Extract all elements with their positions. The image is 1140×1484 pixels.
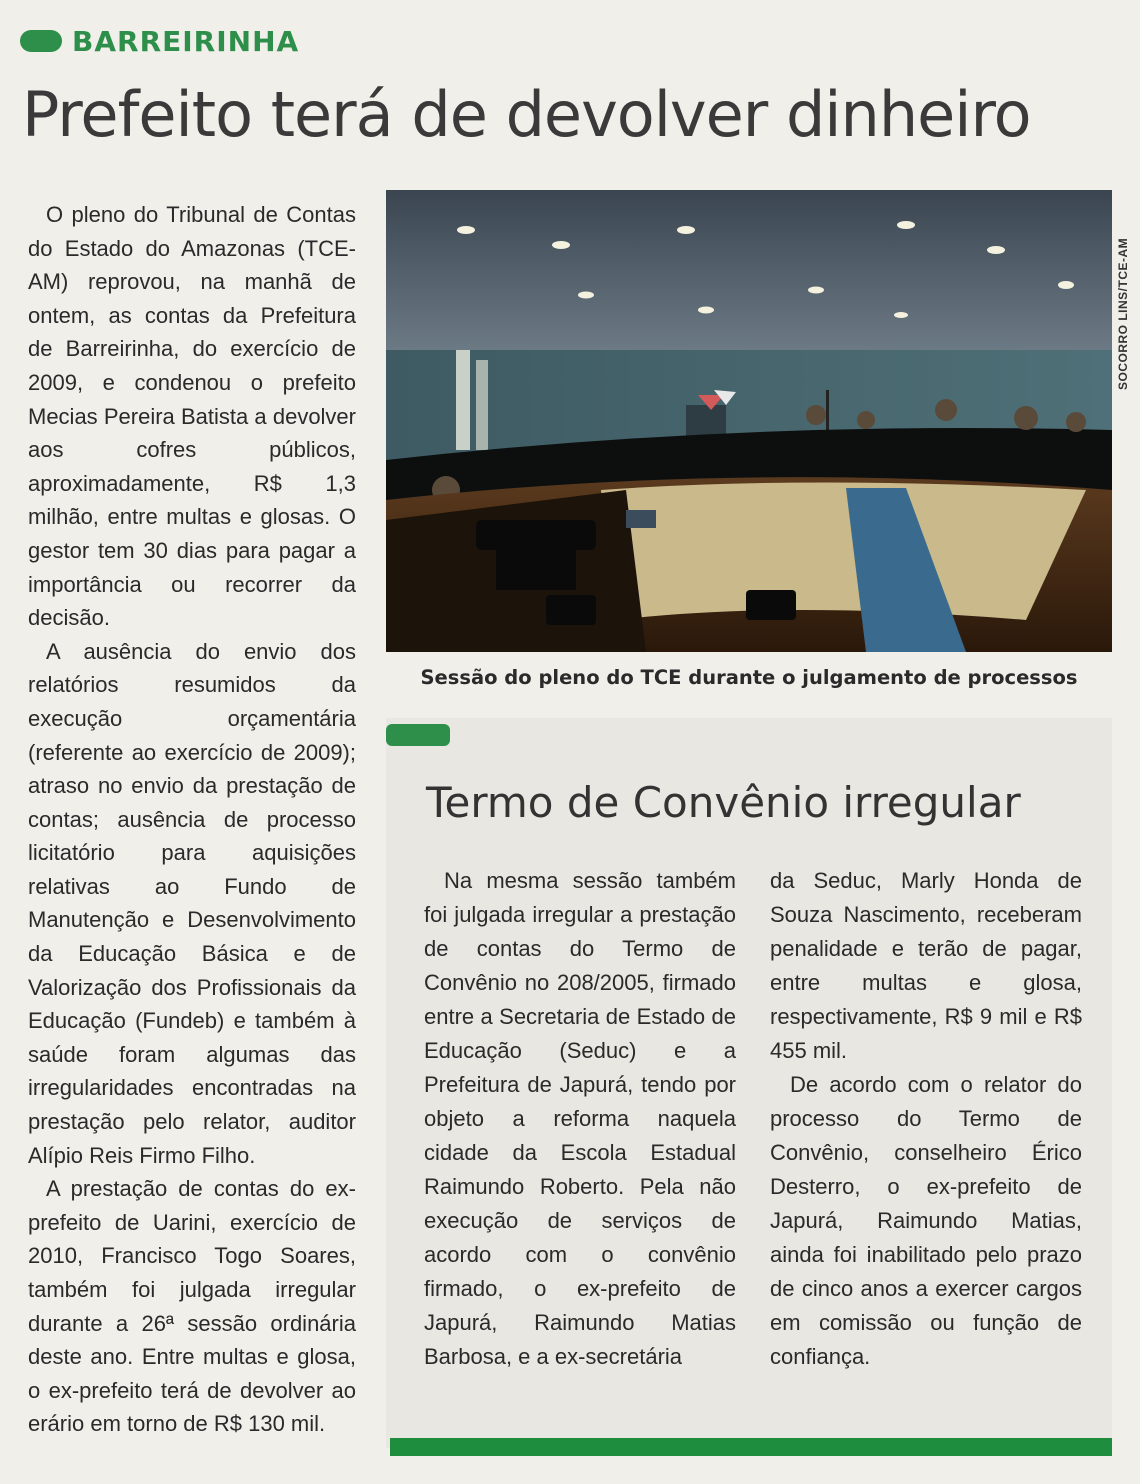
news-photo — [386, 190, 1112, 652]
sidebar-paragraph-2: De acordo com o relator do processo do Termo de Convênio, conselheiro Érico Desterro, o ex-prefeito de Japurá, Raimundo Matias, ainda foi inabilitado pelo prazo de cinco anos a exercer cargos em comissão ou função de confiança. — [770, 1072, 1082, 1369]
main-paragraph-2: A ausência do envio dos relatórios resumidos da execução orçamentária (referente ao exercício de 2009); atraso no envio da prestação de contas; ausência de processo licitatório para aquisições relativas ao Fundo de Manutenção e Desenvolvimento da Educação Básica e de Valorização dos Profissionais da Educação (Fundeb) e também à saúde foram algumas das irregularidades encontradas na prestação pelo relator, auditor Alípio Reis Firmo Filho. — [28, 638, 356, 1168]
section-marker — [20, 30, 62, 52]
main-paragraph-3: A prestação de contas do ex-prefeito de Uarini, exercício de 2010, Francisco Togo Soares, também foi julgada irregular durante a 26ª sessão ordinária deste ano. Entre multas e glosa, o ex-prefeito terá de devolver ao erário em torno de R$ 130 mil. — [28, 1176, 356, 1437]
sidebar-title: Termo de Convênio irregular — [426, 778, 1021, 827]
main-paragraph-1: O pleno do Tribunal de Contas do Estado do Amazonas (TCE-AM) reprovou, na manhã de ontem, as contas da Prefeitura de Barreirinha, do exercício de 2009, e condenou o prefeito Mecias Pereira Batista a devolver aos cofres públicos, aproximadamente, R$ 1,3 milhão, entre multas e glosas. O gestor tem 30 dias para pagar a importância ou recorrer da decisão. — [28, 202, 356, 631]
sidebar-paragraph-1: Na mesma sessão também foi julgada irregular a prestação de contas do Termo de Convênio no 208/2005, firmado entre a Secretaria de Estado de Educação (Seduc) e a Prefeitura de Japurá, tendo por objeto a reforma naquela cidade da Escola Estadual Raimundo Roberto. Pela não execução de serviços de acordo com o convênio firmado, o ex-prefeito de Japurá, Raimundo Matias Barbosa, e a ex-secretária — [424, 868, 736, 1369]
headline: Prefeito terá de devolver dinheiro — [22, 78, 1031, 151]
sidebar-column-2 — [770, 864, 1082, 1374]
photo-credit: SOCORRO LINS/TCE-AM — [1116, 237, 1130, 390]
sidebar-marker — [386, 724, 450, 746]
sidebar-column-1 — [424, 864, 736, 1374]
photo-caption: Sessão do pleno do TCE durante o julgamento de processos — [420, 666, 1078, 689]
section-label: BARREIRINHA — [72, 25, 300, 58]
bottom-rule — [390, 1438, 1112, 1456]
sidebar-paragraph-1-continued: da Seduc, Marly Honda de Souza Nascimento, receberam penalidade e terão de pagar, entre multas e glosa, respectivamente, R$ 9 mil e R$ 455 mil. — [770, 868, 1082, 1063]
main-article-body — [28, 198, 356, 1441]
